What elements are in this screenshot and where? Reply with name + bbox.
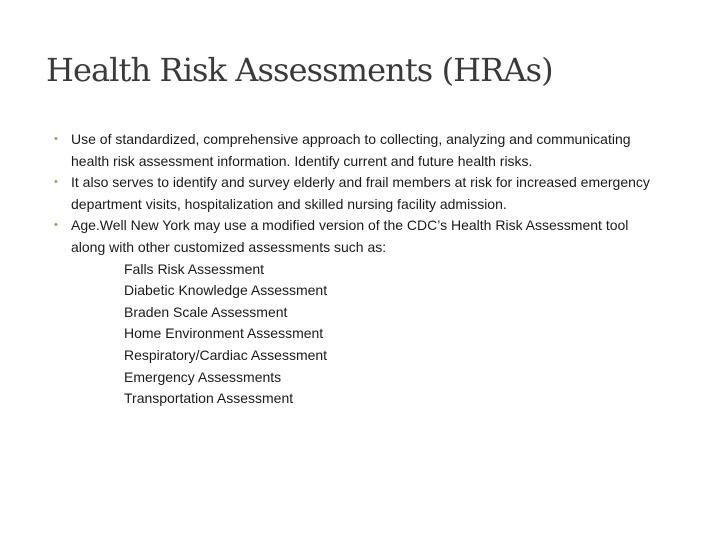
assessment-item: Falls Risk Assessment	[124, 260, 265, 277]
assessment-item: Respiratory/Cardiac Assessment	[124, 346, 328, 363]
assessment-item: Braden Scale Assessment	[124, 303, 288, 320]
assessment-item: Transportation Assessment	[124, 390, 294, 407]
bullet-text: Use of standardized, comprehensive approach to collecting, analyzing and communicating health risk assessment information. Identify current and future health risks.	[71, 131, 631, 169]
assessment-item: Diabetic Knowledge Assessment	[124, 282, 328, 299]
bullet-item-standardized-approach	[54, 129, 654, 172]
bullet-dot-icon: •	[54, 133, 58, 145]
bullet-text: It also serves to identify and survey elderly and frail members at risk for increased emergency department visits, hospitalization and skilled nursing facility admission.	[71, 174, 650, 212]
assessment-item: Home Environment Assessment	[124, 325, 324, 342]
bullet-text: Age.Well New York may use a modified version of the CDC’s Health Risk Assessment tool along with other customized assessments such as:	[71, 217, 629, 255]
assessment-item: Emergency Assessments	[124, 368, 282, 385]
slide-title: Health Risk Assessments (HRAs)	[46, 51, 553, 89]
bullet-item-identify-members	[54, 172, 654, 215]
bullet-list	[54, 129, 654, 410]
assessment-list	[71, 259, 654, 410]
bullet-dot-icon: •	[54, 219, 58, 232]
bullet-dot-icon: •	[54, 176, 58, 189]
bullet-item-cdc-tool	[54, 215, 654, 409]
